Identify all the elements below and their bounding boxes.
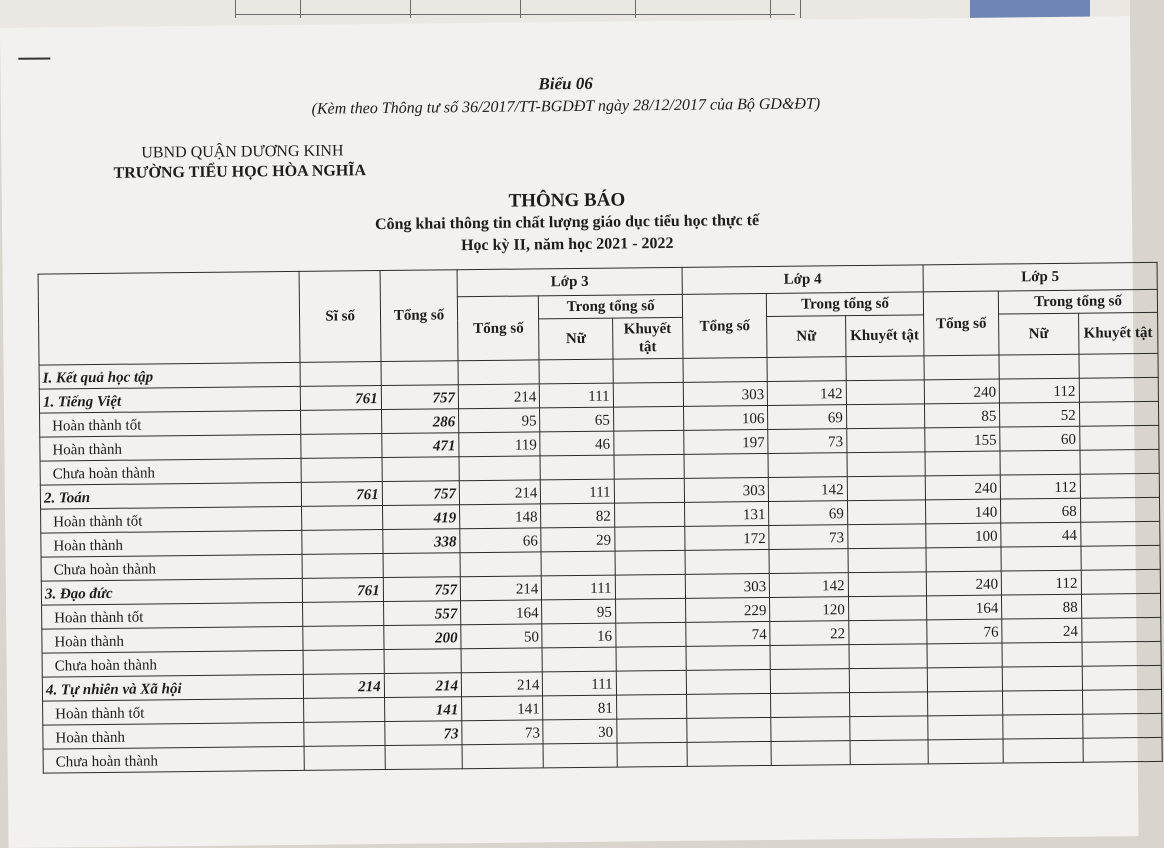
header-lop4-trong-tong-so: Trong tổng số xyxy=(767,292,924,317)
si-so-cell xyxy=(301,458,382,483)
l5-nu-cell xyxy=(1003,714,1083,739)
row-label: Hoàn thành xyxy=(43,722,305,749)
form-number: Biểu 06 xyxy=(538,73,593,94)
header-lop3-tong-so: Tổng số xyxy=(457,296,539,361)
l3-khuyet-tat-cell xyxy=(616,718,686,743)
school-name: TRƯỜNG TIỂU HỌC HÒA NGHĨA xyxy=(113,162,367,182)
tong-so-cell: 757 xyxy=(382,481,460,506)
tong-so-cell: 338 xyxy=(383,529,461,554)
tong-so-cell: 471 xyxy=(382,433,460,458)
l4-tong-so-cell: 131 xyxy=(684,501,769,526)
l5-tong-so-cell xyxy=(924,355,1000,380)
l3-nu-cell: 81 xyxy=(543,695,616,720)
l4-khuyet-tat-cell xyxy=(846,428,925,453)
l4-khuyet-tat-cell xyxy=(849,716,928,741)
l5-nu-cell xyxy=(1002,666,1082,691)
si-so-cell xyxy=(304,722,385,747)
l3-nu-cell: 111 xyxy=(543,671,616,696)
l4-nu-cell: 73 xyxy=(769,525,848,550)
l3-khuyet-tat-cell xyxy=(615,598,685,623)
l4-tong-so-cell: 303 xyxy=(683,381,768,406)
l4-khuyet-tat-cell xyxy=(847,476,926,501)
l5-nu-cell xyxy=(1001,546,1081,571)
header-lop3: Lớp 3 xyxy=(457,267,682,296)
si-so-cell xyxy=(300,362,381,387)
l4-nu-cell: 142 xyxy=(768,381,847,406)
l5-nu-cell xyxy=(1003,738,1083,763)
row-label: Chưa hoàn thành xyxy=(40,458,302,485)
l4-nu-cell: 69 xyxy=(768,405,847,430)
l4-khuyet-tat-cell xyxy=(847,500,926,525)
tong-so-cell xyxy=(381,361,459,386)
tong-so-cell: 757 xyxy=(383,577,461,602)
l4-nu-cell xyxy=(768,453,847,478)
header-lop3-khuyet-tat: Khuyết tật xyxy=(612,317,683,359)
l5-tong-so-cell: 140 xyxy=(925,499,1001,524)
tong-so-cell: 757 xyxy=(381,385,459,410)
si-so-cell xyxy=(303,602,384,627)
row-label: Chưa hoàn thành xyxy=(43,746,305,773)
si-so-cell xyxy=(304,698,385,723)
si-so-cell: 214 xyxy=(304,674,385,699)
l4-nu-cell: 142 xyxy=(769,477,848,502)
l3-nu-cell xyxy=(540,455,613,480)
si-so-cell: 761 xyxy=(302,482,383,507)
l4-nu-cell xyxy=(770,645,849,670)
l5-khuyet-tat-cell xyxy=(1083,737,1163,762)
l3-nu-cell: 95 xyxy=(542,599,615,624)
tong-so-cell xyxy=(382,457,460,482)
l3-nu-cell: 30 xyxy=(543,719,616,744)
l3-khuyet-tat-cell xyxy=(615,574,685,599)
l5-nu-cell: 60 xyxy=(1000,426,1080,451)
row-label: 3. Đạo đức xyxy=(41,578,303,605)
l5-nu-cell: 88 xyxy=(1002,594,1082,619)
l5-nu-cell xyxy=(1000,450,1080,475)
si-so-cell xyxy=(301,434,382,459)
l5-khuyet-tat-cell xyxy=(1079,425,1159,450)
l5-tong-so-cell: 155 xyxy=(925,427,1001,452)
document-page xyxy=(0,16,1153,848)
tong-so-cell xyxy=(383,553,461,578)
l4-khuyet-tat-cell xyxy=(848,620,927,645)
l3-nu-cell: 65 xyxy=(540,407,613,432)
l5-tong-so-cell xyxy=(926,547,1002,572)
l4-nu-cell xyxy=(771,717,850,742)
l3-khuyet-tat-cell xyxy=(614,454,684,479)
l4-khuyet-tat-cell xyxy=(849,692,928,717)
si-so-cell xyxy=(302,506,383,531)
tong-so-cell: 286 xyxy=(381,409,459,434)
l3-khuyet-tat-cell xyxy=(616,694,686,719)
l5-nu-cell xyxy=(999,354,1079,379)
l4-tong-so-cell: 106 xyxy=(683,405,768,430)
l3-khuyet-tat-cell xyxy=(616,646,686,671)
l5-tong-so-cell xyxy=(928,739,1004,764)
l5-khuyet-tat-cell xyxy=(1081,593,1161,618)
notice-subtitle: Công khai thông tin chất lượng giáo dục tiểu học thực tế xyxy=(374,212,760,234)
l4-tong-so-cell xyxy=(686,693,771,718)
l5-khuyet-tat-cell xyxy=(1080,521,1160,546)
l3-khuyet-tat-cell xyxy=(613,358,683,383)
row-label: 4. Tự nhiên và Xã hội xyxy=(42,674,304,701)
header-lop3-nu: Nữ xyxy=(539,318,613,360)
l3-tong-so-cell xyxy=(462,744,544,769)
l3-tong-so-cell: 164 xyxy=(461,600,543,625)
l3-khuyet-tat-cell xyxy=(613,382,683,407)
l5-tong-so-cell: 164 xyxy=(926,595,1002,620)
l4-nu-cell: 73 xyxy=(768,429,847,454)
tong-so-cell xyxy=(385,745,463,770)
si-so-cell xyxy=(304,746,385,771)
l3-nu-cell: 111 xyxy=(541,479,614,504)
si-so-cell: 761 xyxy=(301,386,382,411)
l3-tong-so-cell: 214 xyxy=(460,576,542,601)
l3-tong-so-cell: 214 xyxy=(459,480,541,505)
l4-nu-cell xyxy=(771,669,850,694)
l4-khuyet-tat-cell xyxy=(850,740,929,765)
l5-nu-cell: 52 xyxy=(1000,402,1080,427)
l5-tong-so-cell xyxy=(928,715,1004,740)
l4-nu-cell: 69 xyxy=(769,501,848,526)
l3-khuyet-tat-cell xyxy=(613,430,683,455)
l3-nu-cell xyxy=(541,551,614,576)
l5-tong-so-cell: 100 xyxy=(926,523,1002,548)
l5-khuyet-tat-cell xyxy=(1079,377,1159,402)
l4-nu-cell xyxy=(771,693,850,718)
l5-tong-so-cell: 240 xyxy=(926,571,1002,596)
l3-tong-so-cell: 214 xyxy=(461,672,543,697)
l4-tong-so-cell xyxy=(687,741,772,766)
l3-tong-so-cell: 95 xyxy=(459,408,541,433)
l5-nu-cell xyxy=(1002,642,1082,667)
l4-tong-so-cell: 229 xyxy=(685,597,770,622)
tong-so-cell: 73 xyxy=(385,721,463,746)
row-label: Hoàn thành xyxy=(40,434,302,461)
l5-tong-so-cell xyxy=(927,691,1003,716)
l5-khuyet-tat-cell xyxy=(1081,545,1161,570)
header-lop4-nu: Nữ xyxy=(767,316,846,358)
l4-nu-cell: 22 xyxy=(770,621,849,646)
tong-so-cell: 419 xyxy=(382,505,460,530)
header-lop4-tong-so: Tổng số xyxy=(682,293,767,358)
l4-nu-cell xyxy=(769,549,848,574)
l3-tong-so-cell: 141 xyxy=(462,696,544,721)
l3-tong-so-cell xyxy=(461,648,543,673)
l4-tong-so-cell: 197 xyxy=(684,429,769,454)
header-lop4-khuyet-tat: Khuyết tật xyxy=(845,315,924,357)
header-lop5-nu: Nữ xyxy=(999,313,1079,355)
si-so-cell xyxy=(303,650,384,675)
l4-tong-so-cell xyxy=(686,645,771,670)
l3-tong-so-cell xyxy=(460,552,542,577)
tong-so-cell: 214 xyxy=(384,673,462,698)
l3-tong-so-cell: 50 xyxy=(461,624,543,649)
semester-line: Học kỳ II, năm học 2021 - 2022 xyxy=(460,234,674,255)
l4-khuyet-tat-cell xyxy=(848,572,927,597)
l3-tong-so-cell xyxy=(459,456,541,481)
l3-nu-cell: 29 xyxy=(541,527,614,552)
l3-tong-so-cell: 214 xyxy=(458,384,540,409)
tong-so-cell: 141 xyxy=(384,697,462,722)
header-lop3-trong-tong-so: Trong tổng số xyxy=(539,294,683,319)
results-table xyxy=(38,262,1163,774)
row-label: 1. Tiếng Việt xyxy=(39,386,301,413)
l3-tong-so-cell: 148 xyxy=(460,504,542,529)
l4-khuyet-tat-cell xyxy=(846,380,925,405)
l3-khuyet-tat-cell xyxy=(617,742,687,767)
header-lop5-khuyet-tat: Khuyết tật xyxy=(1078,312,1158,354)
l5-tong-so-cell: 76 xyxy=(927,619,1003,644)
l4-nu-cell: 142 xyxy=(770,573,849,598)
l3-tong-so-cell: 119 xyxy=(459,432,541,457)
l3-nu-cell xyxy=(543,647,616,672)
l4-khuyet-tat-cell xyxy=(849,644,928,669)
l4-khuyet-tat-cell xyxy=(846,356,925,381)
l5-khuyet-tat-cell xyxy=(1082,665,1162,690)
si-so-cell: 761 xyxy=(303,578,384,603)
l5-nu-cell: 112 xyxy=(1000,474,1080,499)
si-so-cell xyxy=(303,626,384,651)
l3-khuyet-tat-cell xyxy=(615,550,685,575)
l4-tong-so-cell: 172 xyxy=(685,525,770,550)
l4-khuyet-tat-cell xyxy=(847,524,926,549)
l4-khuyet-tat-cell xyxy=(849,668,928,693)
l4-nu-cell: 120 xyxy=(770,597,849,622)
l4-tong-so-cell xyxy=(684,453,769,478)
l3-khuyet-tat-cell xyxy=(613,406,683,431)
l4-tong-so-cell xyxy=(687,717,772,742)
l5-nu-cell: 112 xyxy=(999,378,1079,403)
l4-tong-so-cell xyxy=(683,357,768,382)
row-label: Chưa hoàn thành xyxy=(42,650,304,677)
l4-khuyet-tat-cell xyxy=(847,452,926,477)
row-label: I. Kết quả học tập xyxy=(39,362,301,389)
si-so-cell xyxy=(302,530,383,555)
header-tong-so: Tổng số xyxy=(380,270,458,362)
l3-nu-cell: 82 xyxy=(541,503,614,528)
row-label: Chưa hoàn thành xyxy=(41,554,303,581)
l5-nu-cell: 68 xyxy=(1001,498,1081,523)
l5-khuyet-tat-cell xyxy=(1079,401,1159,426)
header-lop5-tong-so: Tổng số xyxy=(923,291,999,356)
l3-tong-so-cell: 73 xyxy=(462,720,544,745)
l5-nu-cell xyxy=(1003,690,1083,715)
l5-nu-cell: 24 xyxy=(1002,618,1082,643)
l3-khuyet-tat-cell xyxy=(615,622,685,647)
row-label: Hoàn thành tốt xyxy=(41,506,303,533)
l4-khuyet-tat-cell xyxy=(848,548,927,573)
l5-khuyet-tat-cell xyxy=(1081,617,1161,642)
l3-khuyet-tat-cell xyxy=(614,478,684,503)
l3-nu-cell xyxy=(544,743,617,768)
l4-tong-so-cell xyxy=(685,549,770,574)
l5-khuyet-tat-cell xyxy=(1081,569,1161,594)
l3-tong-so-cell: 66 xyxy=(460,528,542,553)
l3-nu-cell: 46 xyxy=(540,431,613,456)
tong-so-cell: 200 xyxy=(384,625,462,650)
l4-nu-cell xyxy=(771,741,850,766)
l3-nu-cell: 111 xyxy=(540,383,613,408)
l5-khuyet-tat-cell xyxy=(1080,473,1160,498)
l3-khuyet-tat-cell xyxy=(614,526,684,551)
l5-tong-so-cell xyxy=(927,643,1003,668)
header-lop4: Lớp 4 xyxy=(682,265,923,295)
si-so-cell xyxy=(302,554,383,579)
l3-khuyet-tat-cell xyxy=(616,670,686,695)
l4-khuyet-tat-cell xyxy=(846,404,925,429)
l4-tong-so-cell: 303 xyxy=(685,573,770,598)
l3-nu-cell: 16 xyxy=(542,623,615,648)
circular-reference: (Kèm theo Thông tư số 36/2017/TT-BGDĐT ngày 28/12/2017 của Bộ GD&ĐT) xyxy=(311,95,821,118)
row-label: Hoàn thành tốt xyxy=(42,602,304,629)
tong-so-cell xyxy=(384,649,462,674)
pen-mark xyxy=(18,57,50,59)
l5-khuyet-tat-cell xyxy=(1082,689,1162,714)
header-blank xyxy=(38,271,300,365)
notice-title: THÔNG BÁO xyxy=(508,189,626,212)
l5-tong-so-cell: 240 xyxy=(925,475,1001,500)
si-so-cell xyxy=(301,410,382,435)
l4-tong-so-cell xyxy=(686,669,771,694)
tong-so-cell: 557 xyxy=(383,601,461,626)
l5-tong-so-cell: 240 xyxy=(924,379,1000,404)
l4-tong-so-cell: 303 xyxy=(684,477,769,502)
l4-tong-so-cell: 74 xyxy=(686,621,771,646)
l5-khuyet-tat-cell xyxy=(1080,449,1160,474)
l5-khuyet-tat-cell xyxy=(1080,497,1160,522)
l4-nu-cell xyxy=(767,357,846,382)
district-name: UBND QUẬN DƯƠNG KINH xyxy=(141,142,344,162)
header-si-so: Sĩ số xyxy=(300,271,381,363)
l3-nu-cell xyxy=(539,359,612,384)
row-label: 2. Toán xyxy=(40,482,302,509)
l3-nu-cell: 111 xyxy=(542,575,615,600)
l5-nu-cell: 44 xyxy=(1001,522,1081,547)
l5-nu-cell: 112 xyxy=(1001,570,1081,595)
l5-tong-so-cell xyxy=(927,667,1003,692)
row-label: Hoàn thành tốt xyxy=(40,410,302,437)
row-label: Hoàn thành tốt xyxy=(43,698,305,725)
l4-khuyet-tat-cell xyxy=(848,596,927,621)
l5-khuyet-tat-cell xyxy=(1082,713,1162,738)
header-lop5: Lớp 5 xyxy=(923,262,1157,291)
l3-khuyet-tat-cell xyxy=(614,502,684,527)
l5-khuyet-tat-cell xyxy=(1079,353,1159,378)
l5-khuyet-tat-cell xyxy=(1082,641,1162,666)
l3-tong-so-cell xyxy=(458,360,540,385)
row-label: Hoàn thành xyxy=(42,626,304,653)
header-lop5-trong-tong-so: Trong tổng số xyxy=(999,289,1158,314)
row-label: Hoàn thành xyxy=(41,530,303,557)
l5-tong-so-cell: 85 xyxy=(924,403,1000,428)
l5-tong-so-cell xyxy=(925,451,1001,476)
